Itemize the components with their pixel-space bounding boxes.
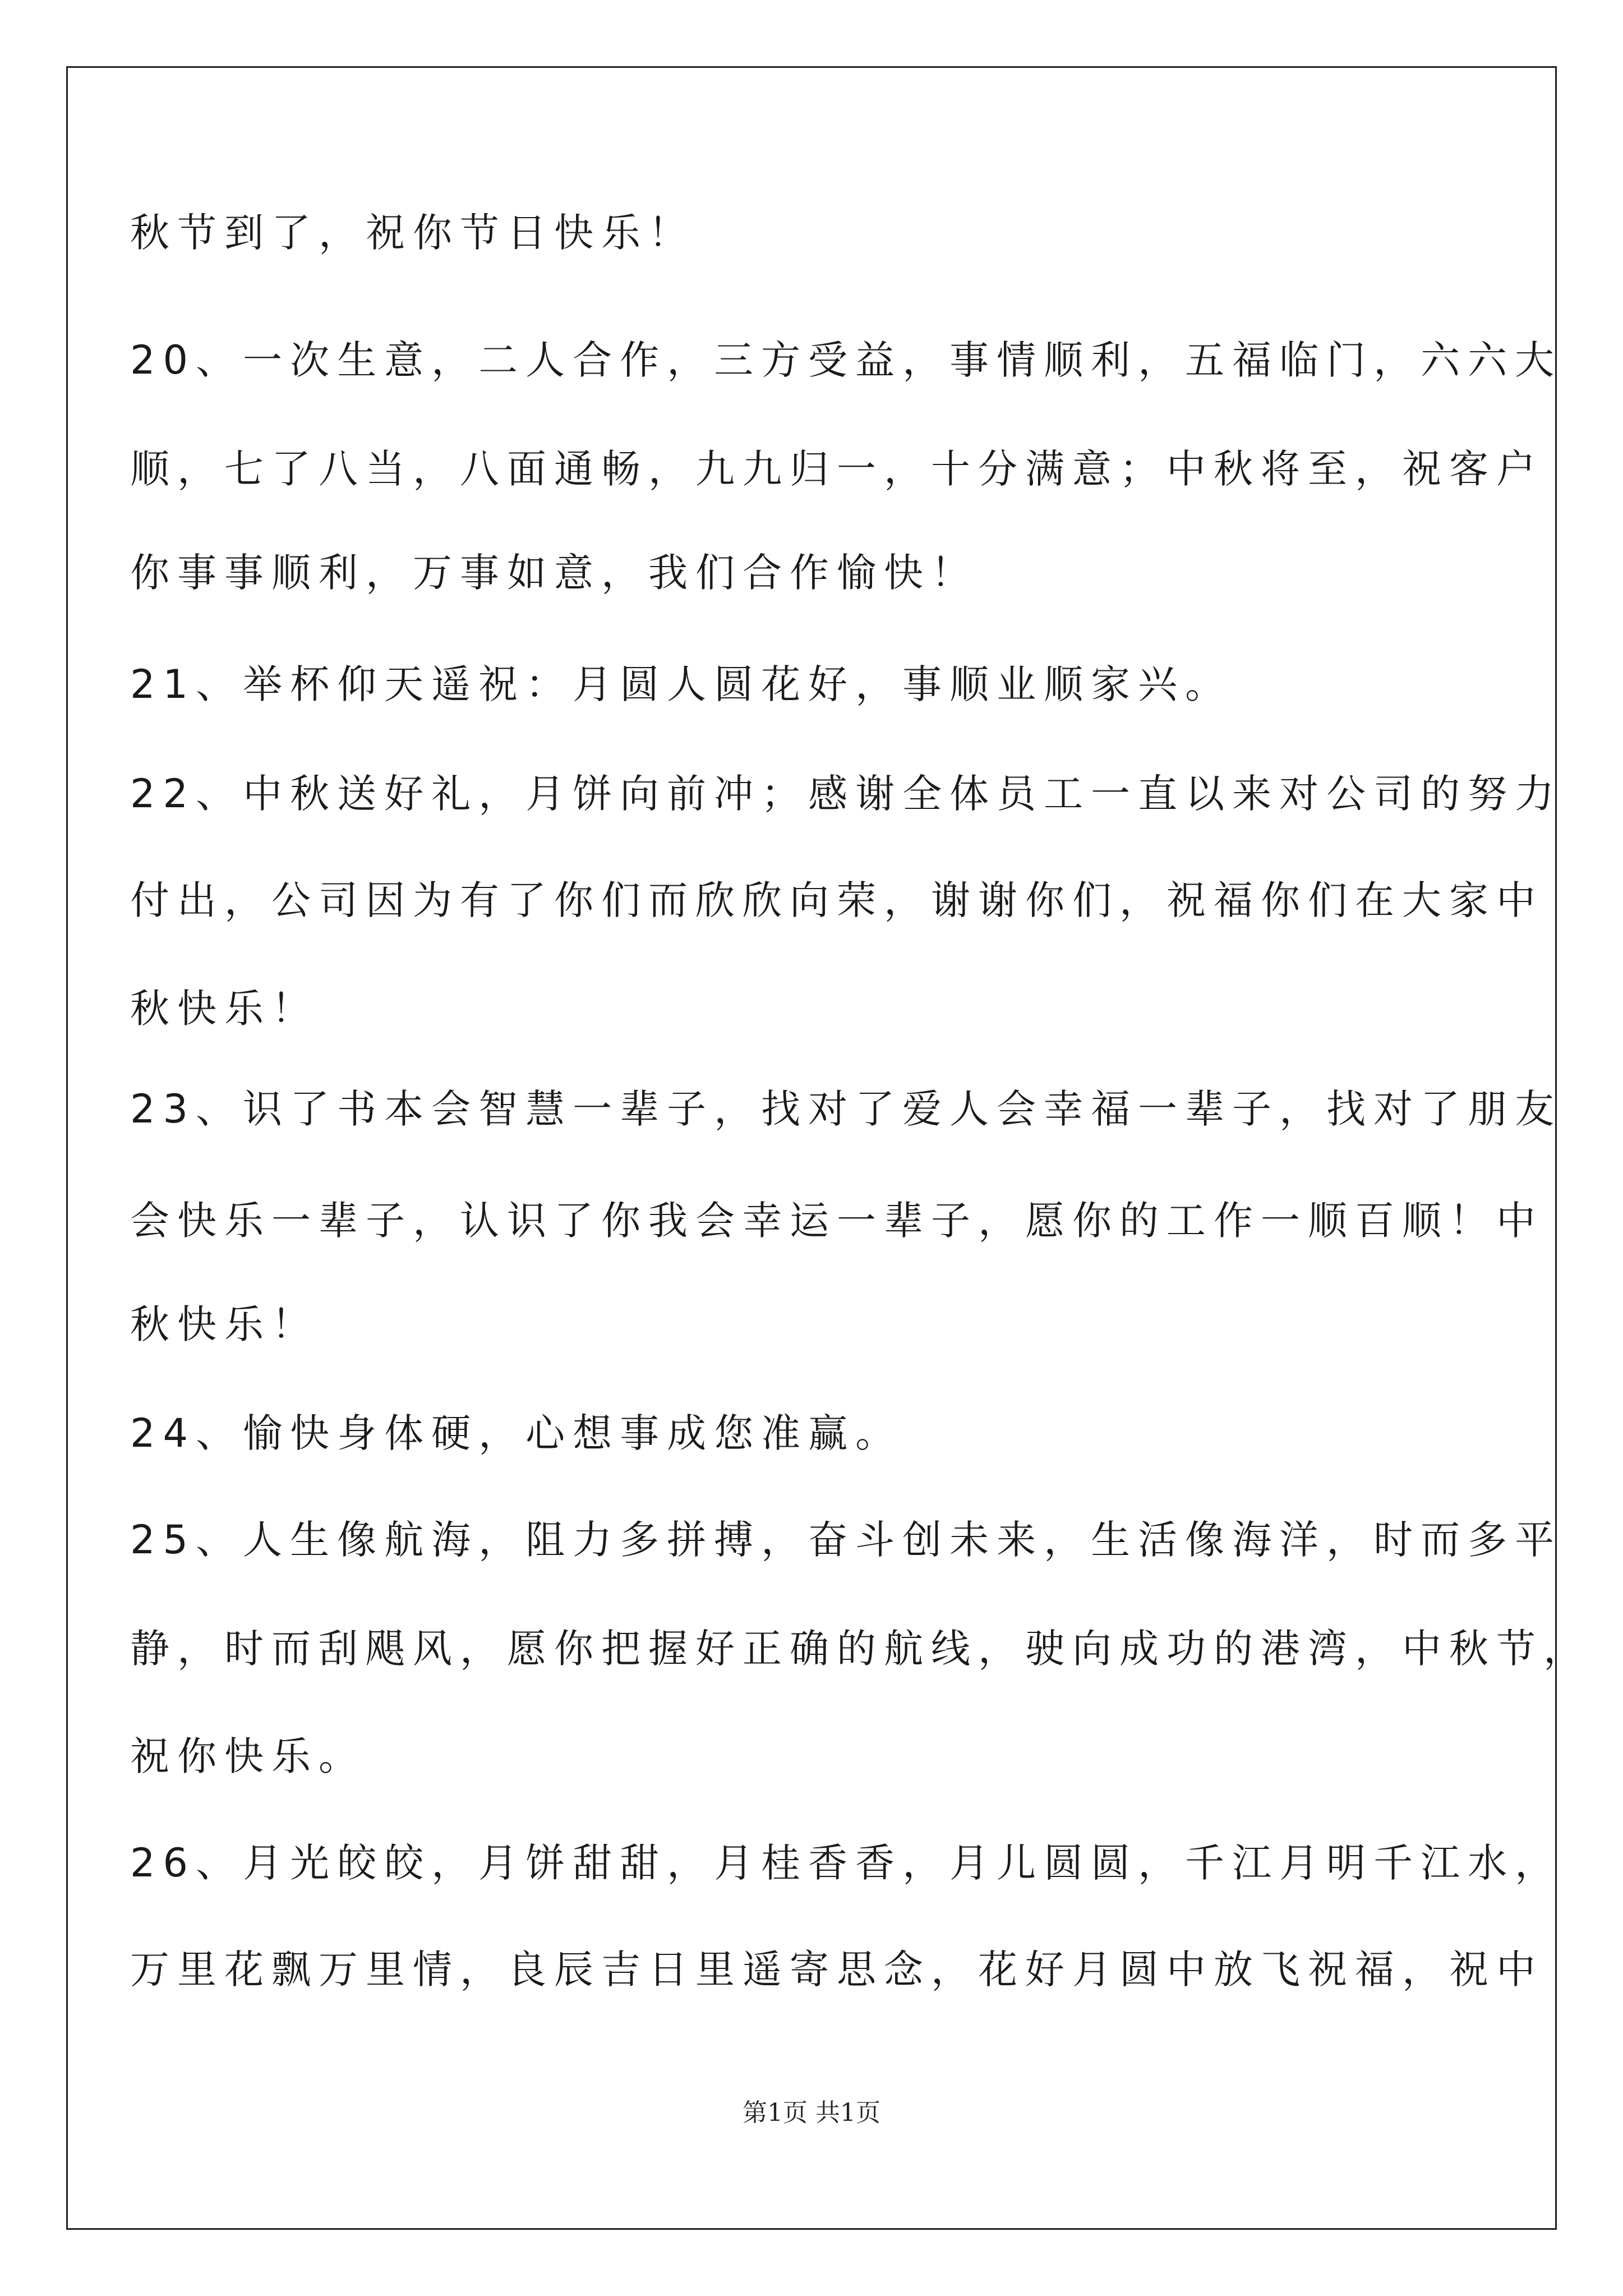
text-line: 你事事顺利，万事如意，我们合作愉快！: [130, 550, 978, 596]
text-line: 21、举杯仰天遥祝：月圆人圆花好，事顺业顺家兴。: [130, 661, 1233, 707]
text-line: 秋快乐！: [130, 986, 319, 1032]
page-number: 第1页 共1页: [743, 2099, 880, 2127]
page-border: [66, 66, 1557, 2230]
text-line: 24、愉快身体硬，心想事成您准赢。: [130, 1410, 903, 1456]
text-line: 秋节到了，祝你节日快乐！: [130, 210, 695, 256]
text-line: 祝你快乐。: [130, 1733, 366, 1779]
text-line: 26、月光皎皎，月饼甜甜，月桂香香，月儿圆圆，千江月明千江水，: [130, 1840, 1562, 1886]
text-line: 顺，七了八当，八面通畅，九九归一，十分满意；中秋将至，祝客户: [130, 446, 1543, 492]
text-line: 23、识了书本会智慧一辈子，找对了爱人会幸福一辈子，找对了朋友: [130, 1086, 1562, 1132]
text-line: 会快乐一辈子，认识了你我会幸运一辈子，愿你的工作一顺百顺！中: [130, 1198, 1543, 1244]
text-line: 22、中秋送好礼，月饼向前冲；感谢全体员工一直以来对公司的努力: [130, 771, 1562, 817]
text-line: 20、一次生意，二人合作，三方受益，事情顺利，五福临门，六六大: [130, 337, 1562, 383]
text-line: 25、人生像航海，阻力多拼搏，奋斗创未来，生活像海洋，时而多平: [130, 1517, 1562, 1563]
text-line: 秋快乐！: [130, 1301, 319, 1347]
text-line: 静，时而刮飓风，愿你把握好正确的航线，驶向成功的港湾，中秋节，: [130, 1626, 1590, 1672]
text-line: 万里花飘万里情，良辰吉日里遥寄思念，花好月圆中放飞祝福，祝中: [130, 1947, 1543, 1993]
text-line: 付出，公司因为有了你们而欣欣向荣，谢谢你们，祝福你们在大家中: [130, 877, 1543, 923]
